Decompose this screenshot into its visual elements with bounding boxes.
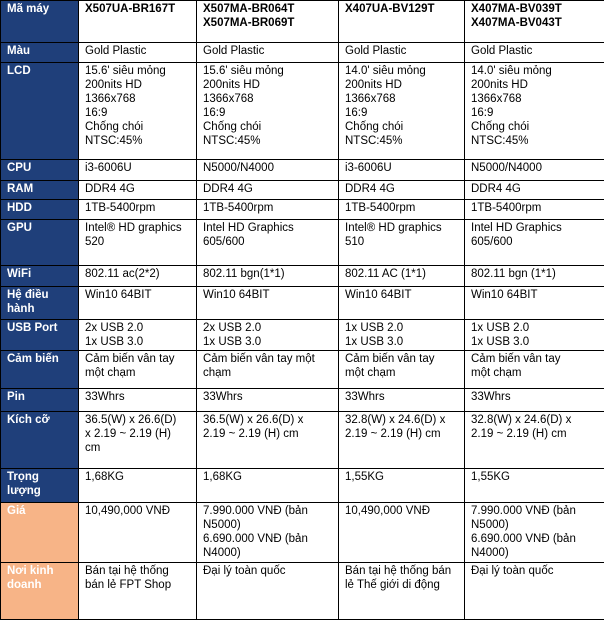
spec-cell: 10,490,000 VNĐ bbox=[79, 502, 197, 562]
spec-cell: 32.8(W) x 24.6(D) x 2.19 ~ 2.19 (H) cm bbox=[465, 412, 604, 469]
spec-cell: 32.8(W) x 24.6(D) x 2.19 ~ 2.19 (H) cm bbox=[339, 412, 465, 469]
table-row bbox=[1, 62, 604, 160]
row-label: Giá bbox=[1, 502, 79, 562]
row-label: HDD bbox=[1, 199, 79, 220]
spec-cell: 14.0' siêu mỏng 200nits HD 1366x768 16:9 Chống chói NTSC:45% bbox=[465, 62, 604, 160]
header-corner-label: Mã máy bbox=[1, 1, 79, 43]
spec-cell: Đại lý toàn quốc bbox=[465, 562, 604, 619]
spec-cell: 33Whrs bbox=[465, 388, 604, 412]
spec-cell: i3-6006U bbox=[79, 160, 197, 181]
spec-cell: 1TB-5400rpm bbox=[465, 199, 604, 220]
spec-cell: 2x USB 2.0 1x USB 3.0 bbox=[197, 320, 339, 351]
spec-cell: 14.0' siêu mỏng 200nits HD 1366x768 16:9 Chống chói NTSC:45% bbox=[339, 62, 465, 160]
spec-cell: Bán tại hệ thống bán lẻ Thế giới di động bbox=[339, 562, 465, 619]
spec-cell: 802.11 AC (1*1) bbox=[339, 266, 465, 287]
spec-cell: 36.5(W) x 26.6(D) x 2.19 ~ 2.19 (H) cm bbox=[79, 412, 197, 469]
spec-cell: Cảm biến vân tay một chạm bbox=[197, 351, 339, 388]
model-header-2 bbox=[197, 1, 339, 43]
spec-cell: 1TB-5400rpm bbox=[197, 199, 339, 220]
table-row bbox=[1, 43, 604, 63]
table-row bbox=[1, 286, 604, 319]
model-name: X407UA-BV129T bbox=[345, 3, 435, 15]
row-label: RAM bbox=[1, 181, 79, 200]
spec-cell: DDR4 4G bbox=[339, 181, 465, 200]
spec-cell: Win10 64BIT bbox=[197, 286, 339, 319]
spec-cell: Win10 64BIT bbox=[465, 286, 604, 319]
spec-cell: Đại lý toàn quốc bbox=[197, 562, 339, 619]
spec-cell: 802.11 ac(2*2) bbox=[79, 266, 197, 287]
spec-body bbox=[1, 43, 604, 620]
table-row bbox=[1, 220, 604, 266]
model-name: X507MA-BR064T X507MA-BR069T bbox=[203, 3, 295, 29]
spec-cell: 15.6' siêu mỏng 200nits HD 1366x768 16:9 Chống chói NTSC:45% bbox=[79, 62, 197, 160]
spec-cell: 15.6' siêu mỏng 200nits HD 1366x768 16:9 Chống chói NTSC:45% bbox=[197, 62, 339, 160]
spec-cell: 1,68KG bbox=[79, 469, 197, 502]
spec-cell: Gold Plastic bbox=[79, 43, 197, 63]
spec-cell: Gold Plastic bbox=[197, 43, 339, 63]
spec-cell: Intel® HD graphics 510 bbox=[339, 220, 465, 266]
table-row bbox=[1, 320, 604, 351]
row-label: Pin bbox=[1, 388, 79, 412]
table-row bbox=[1, 199, 604, 220]
spec-cell: Cảm biến vân tay một chạm bbox=[339, 351, 465, 388]
spec-cell: 2x USB 2.0 1x USB 3.0 bbox=[79, 320, 197, 351]
spec-cell: DDR4 4G bbox=[79, 181, 197, 200]
spec-cell: Gold Plastic bbox=[339, 43, 465, 63]
table-row bbox=[1, 160, 604, 181]
spec-cell: N5000/N4000 bbox=[197, 160, 339, 181]
row-label: USB Port bbox=[1, 320, 79, 351]
row-label: CPU bbox=[1, 160, 79, 181]
spec-cell: i3-6006U bbox=[339, 160, 465, 181]
spec-cell: N5000/N4000 bbox=[465, 160, 604, 181]
spec-cell: 33Whrs bbox=[79, 388, 197, 412]
model-name: X507UA-BR167T bbox=[85, 3, 176, 15]
row-label: Kích cỡ bbox=[1, 412, 79, 469]
table-row bbox=[1, 469, 604, 502]
spec-cell: Win10 64BIT bbox=[79, 286, 197, 319]
spec-cell: 1TB-5400rpm bbox=[339, 199, 465, 220]
table-row bbox=[1, 266, 604, 287]
table-row bbox=[1, 412, 604, 469]
row-label: GPU bbox=[1, 220, 79, 266]
row-label: Trọng lượng bbox=[1, 469, 79, 502]
model-header-1 bbox=[79, 1, 197, 43]
row-label: Hệ điều hành bbox=[1, 286, 79, 319]
spec-cell: Bán tại hệ thống bán lẻ FPT Shop bbox=[79, 562, 197, 619]
spec-cell: Gold Plastic bbox=[465, 43, 604, 63]
spec-cell: 1,68KG bbox=[197, 469, 339, 502]
row-label: Nơi kinh doanh bbox=[1, 562, 79, 619]
model-name: X407MA-BV039T X407MA-BV043T bbox=[471, 3, 562, 29]
spec-cell: DDR4 4G bbox=[465, 181, 604, 200]
table-row bbox=[1, 502, 604, 562]
model-header-4 bbox=[465, 1, 604, 43]
spec-cell: 7.990.000 VNĐ (bản N5000) 6.690.000 VNĐ (bản N4000) bbox=[197, 502, 339, 562]
spec-cell: 1x USB 2.0 1x USB 3.0 bbox=[465, 320, 604, 351]
spec-cell: 10,490,000 VNĐ bbox=[339, 502, 465, 562]
spec-cell: DDR4 4G bbox=[197, 181, 339, 200]
spec-cell: Intel® HD graphics 520 bbox=[79, 220, 197, 266]
spec-cell: 33Whrs bbox=[339, 388, 465, 412]
spec-cell: 1,55KG bbox=[465, 469, 604, 502]
spec-cell: 7.990.000 VNĐ (bản N5000) 6.690.000 VNĐ (bản N4000) bbox=[465, 502, 604, 562]
spec-cell: 1,55KG bbox=[339, 469, 465, 502]
table-row bbox=[1, 351, 604, 388]
spec-cell: 802.11 bgn(1*1) bbox=[197, 266, 339, 287]
table-row bbox=[1, 388, 604, 412]
model-header-3 bbox=[339, 1, 465, 43]
spec-cell: Win10 64BIT bbox=[339, 286, 465, 319]
spec-cell: Cảm biến vân tay một chạm bbox=[79, 351, 197, 388]
spec-cell: 1TB-5400rpm bbox=[79, 199, 197, 220]
spec-cell: Intel HD Graphics 605/600 bbox=[197, 220, 339, 266]
table-row bbox=[1, 562, 604, 619]
spec-cell: Intel HD Graphics 605/600 bbox=[465, 220, 604, 266]
spec-cell: 1x USB 2.0 1x USB 3.0 bbox=[339, 320, 465, 351]
table-row bbox=[1, 181, 604, 200]
row-label: LCD bbox=[1, 62, 79, 160]
spec-cell: 802.11 bgn (1*1) bbox=[465, 266, 604, 287]
spec-cell: Cảm biến vân tay một chạm bbox=[465, 351, 604, 388]
row-label: Màu bbox=[1, 43, 79, 63]
spec-cell: 33Whrs bbox=[197, 388, 339, 412]
row-label: Cảm biến bbox=[1, 351, 79, 388]
row-label: WiFi bbox=[1, 266, 79, 287]
spec-cell: 36.5(W) x 26.6(D) x 2.19 ~ 2.19 (H) cm bbox=[197, 412, 339, 469]
